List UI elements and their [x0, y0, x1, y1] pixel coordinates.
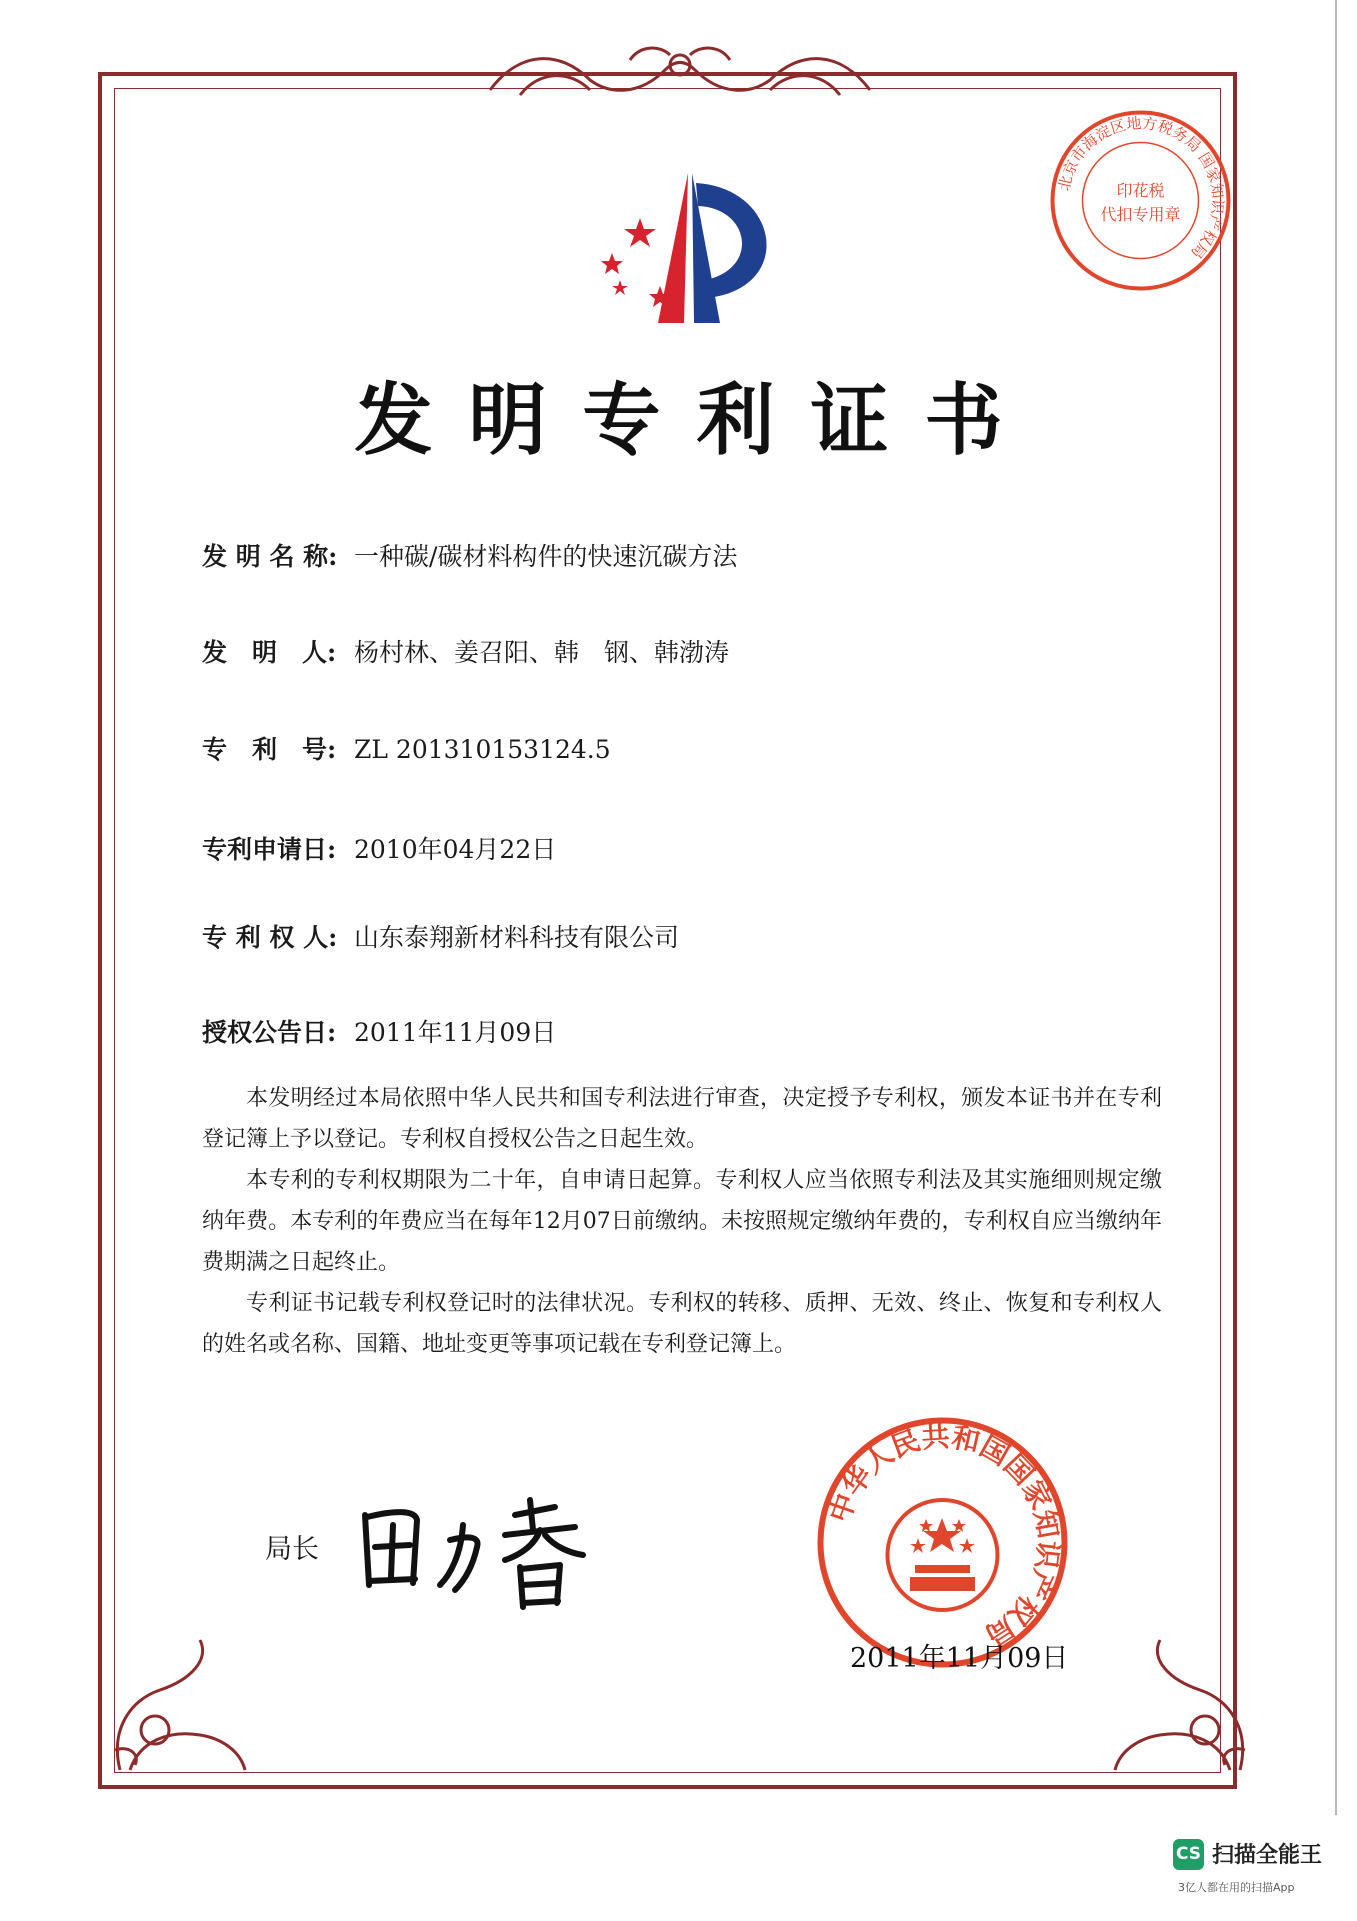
field-inventors — [202, 633, 729, 669]
app-watermark-name: 扫描全能王 — [1212, 1843, 1323, 1868]
director-signature — [355, 1485, 605, 1615]
field-label: 发 明 名 称: — [202, 542, 338, 571]
field-label: 专 利 号: — [202, 735, 337, 764]
director-label: 局长 — [265, 1534, 319, 1565]
camscanner-logo-icon: CS — [1173, 1839, 1204, 1870]
tax-stamp-ring-text: 北京市海淀区地方税务局 国家知识产权局 — [1055, 114, 1227, 263]
page-edge-line — [1335, 0, 1337, 1815]
field-label: 专利申请日: — [202, 835, 337, 864]
app-watermark-slogan: 3亿人都在用的扫描App — [1178, 1881, 1295, 1894]
field-grant-date — [202, 1013, 556, 1049]
certificate-body — [202, 1078, 1162, 1365]
bottom-left-corner-ornament — [100, 1620, 250, 1780]
body-paragraph: 本发明经过本局依照中华人民共和国专利法进行审查，决定授予专利权，颁发本证书并在专利登记簿上予以登记。专利权自授权公告之日起生效。 — [202, 1086, 1162, 1152]
field-value: ZL 201310153124.5 — [354, 735, 611, 764]
field-label: 专 利 权 人: — [202, 923, 338, 952]
bottom-right-corner-ornament — [1110, 1620, 1260, 1780]
field-label: 授权公告日: — [202, 1018, 337, 1047]
field-patentee — [202, 918, 679, 954]
certificate-title: 发明专利证书 — [354, 375, 1039, 466]
tax-stamp-center-line1: 印花税 — [1116, 181, 1165, 200]
seal-ring-text: 中华人民共和国国家知识产权局 — [822, 1419, 1066, 1653]
field-value: 一种碳/碳材料构件的快速沉碳方法 — [354, 542, 738, 571]
field-value: 杨村林、姜召阳、韩 钢、韩渤涛 — [354, 638, 730, 667]
field-application-date — [202, 830, 556, 866]
body-paragraph: 专利证书记载专利权登记时的法律状况。专利权的转移、质押、无效、终止、恢复和专利权人的姓名或名称、国籍、地址变更等事项记载在专利登记簿上。 — [202, 1291, 1162, 1357]
field-patent-number — [202, 730, 611, 766]
tax-stamp-center-line2: 代扣专用章 — [1100, 205, 1181, 224]
top-dragon-ornament — [480, 40, 880, 110]
body-paragraph: 本专利的专利权期限为二十年，自申请日起算。专利权人应当依照专利法及其实施细则规定缴纳年费。本专利的年费应当在每年12月07日前缴纳。未按照规定缴纳年费的，专利权自应当缴纳年费期满之日起终止。 — [202, 1168, 1162, 1275]
patent-office-logo — [580, 168, 800, 328]
field-value: 2010年04月22日 — [354, 835, 557, 864]
tax-stamp-seal — [1048, 108, 1233, 293]
field-value: 山东泰翔新材料科技有限公司 — [354, 923, 680, 952]
field-value: 2011年11月09日 — [354, 1018, 557, 1047]
national-ipa-seal — [815, 1415, 1070, 1670]
field-label: 发 明 人: — [202, 638, 337, 667]
national-emblem-icon — [888, 1500, 998, 1610]
field-invention-name — [202, 537, 737, 573]
seal-issue-date: 2011年11月09日 — [850, 1643, 1069, 1674]
